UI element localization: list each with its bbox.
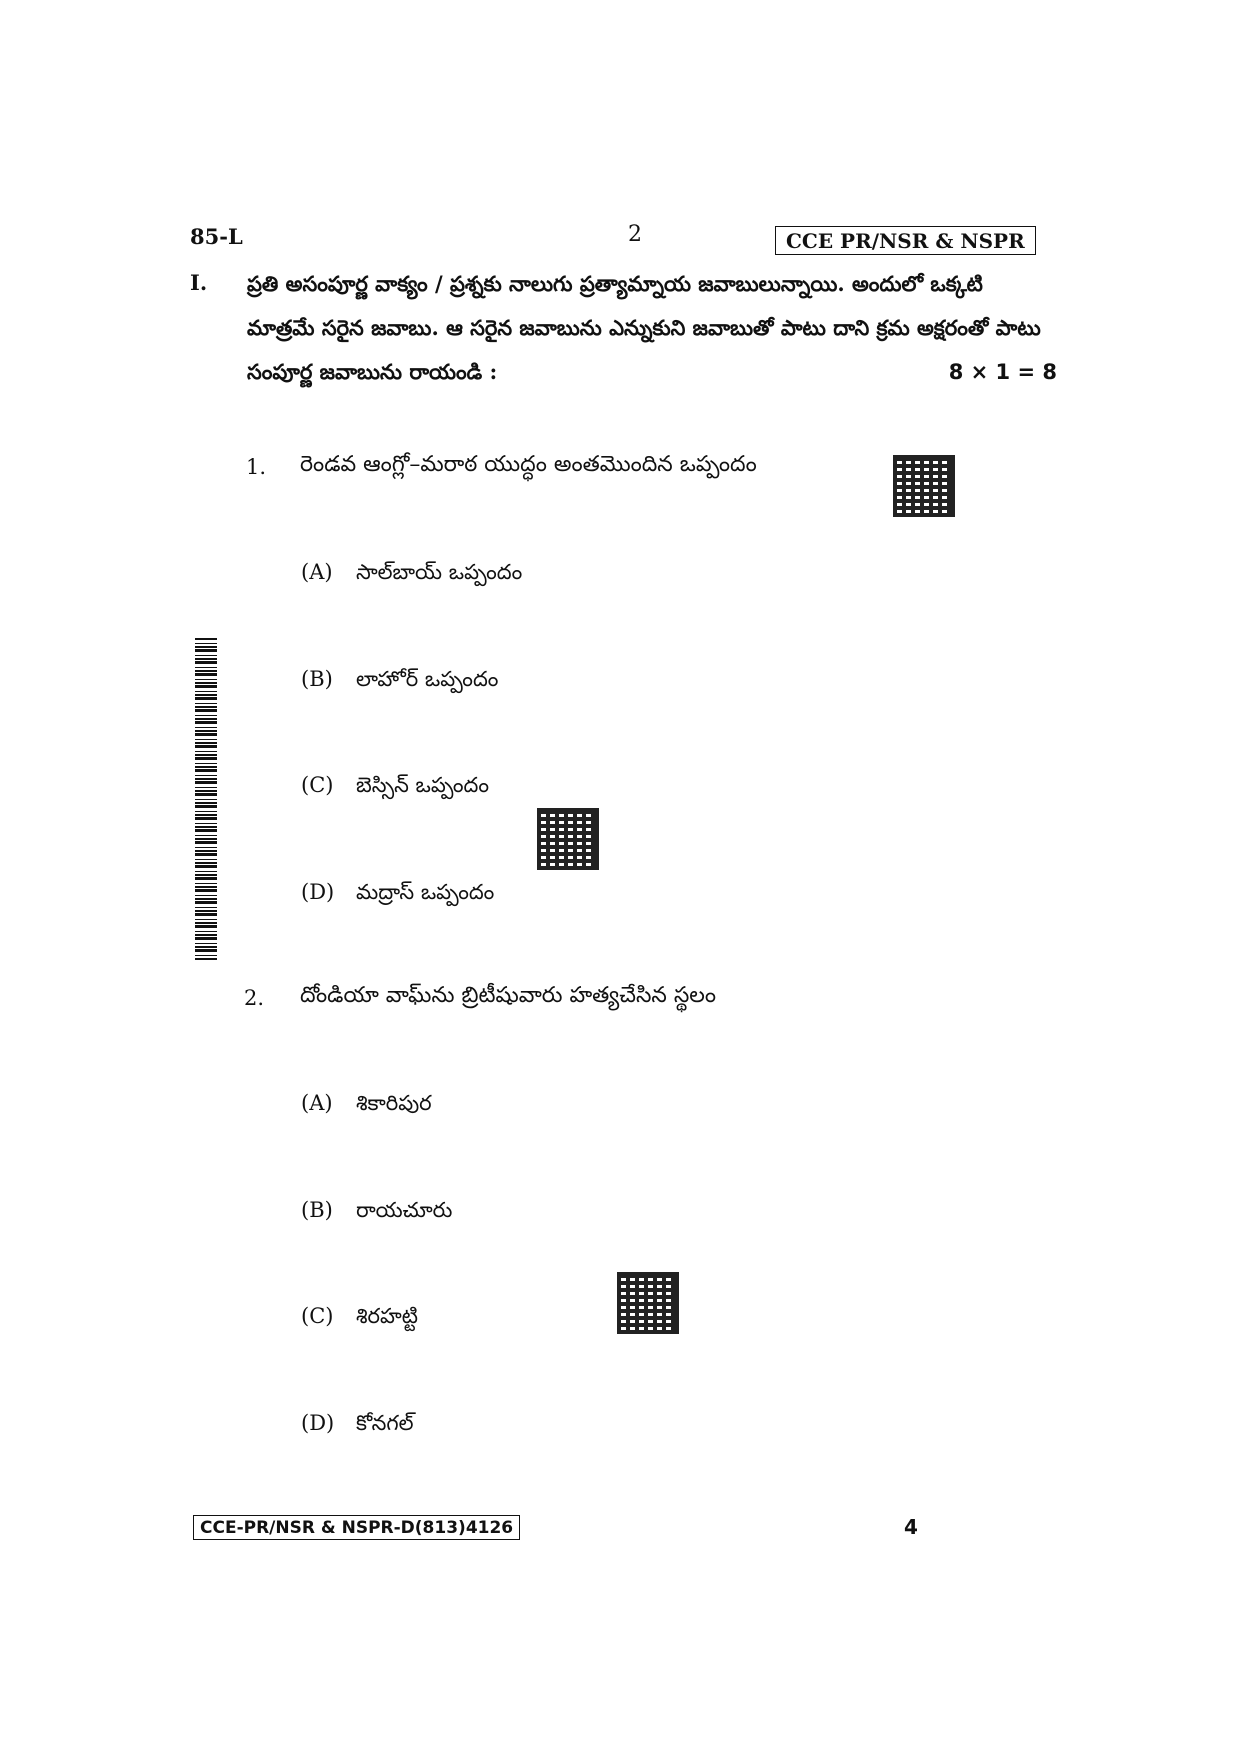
option-label: (A) (301, 1091, 333, 1115)
option-text: లాహోర్ ఒప్పందం (356, 667, 499, 691)
option-text: సాల్‌బాయ్ ఒప్పందం (356, 560, 523, 584)
option-c (301, 773, 489, 803)
option-d (301, 1411, 414, 1441)
qr-code-icon (617, 1272, 679, 1334)
option-b (301, 667, 498, 697)
option-label: (B) (301, 667, 333, 691)
qr-code-icon (537, 808, 599, 870)
option-label: (C) (301, 1304, 334, 1328)
option-a (301, 1091, 432, 1121)
option-text: మద్రాస్ ఒప్పందం (356, 880, 495, 904)
option-text: రాయచూరు (356, 1198, 453, 1222)
qr-code-icon (893, 455, 955, 517)
marks-scheme: 8 × 1 = 8 (948, 360, 1057, 384)
question-number: 1. (246, 455, 267, 479)
option-label: (A) (301, 560, 333, 584)
option-label: (C) (301, 773, 334, 797)
paper-code: 85-L (190, 224, 243, 249)
footer-page-number: 4 (904, 1515, 918, 1539)
option-a (301, 560, 522, 590)
section-number: I. (190, 270, 208, 295)
option-d (301, 880, 494, 910)
instruction-text: ప్రతి అసంపూర్ణ వాక్యం / ప్రశ్నకు నాలుగు ప్రత్యామ్నాయ జవాబులున్నాయి. అందులో ఒక్కటి మాత్రమే సరైన జవాబు. ఆ సరైన జవాబును ఎన్నుకుని జవాబుతో పాటు దాని క్రమ అక్షరంతో పాటు సంపూర్ణ జవాబును రాయండి : (247, 271, 1041, 384)
option-text: శిరహట్టి (356, 1304, 418, 1328)
question-text: దోండియా వాఘ్‌ను బ్రిటీషువారు హత్యచేసిన స్థలం (300, 983, 717, 1008)
option-label: (D) (301, 1411, 335, 1435)
option-b (301, 1198, 452, 1228)
page-number: 2 (628, 222, 642, 247)
option-text: బెస్సిన్ ఒప్పందం (356, 773, 490, 797)
option-text: కోనగల్ (356, 1411, 414, 1435)
option-c (301, 1304, 418, 1334)
barcode-icon (195, 638, 217, 960)
option-text: శికారిపుర (356, 1091, 432, 1115)
exam-code-box: CCE PR/NSR & NSPR (775, 226, 1036, 255)
option-label: (D) (301, 880, 335, 904)
question-text: రెండవ ఆంగ్లో–మరాఠ యుద్ధం అంతమొందిన ఒప్పందం (300, 452, 757, 477)
footer-code-box: CCE-PR/NSR & NSPR-D(813)4126 (193, 1515, 520, 1540)
question-number: 2. (244, 986, 265, 1010)
option-label: (B) (301, 1198, 333, 1222)
section-instruction (247, 262, 1057, 394)
